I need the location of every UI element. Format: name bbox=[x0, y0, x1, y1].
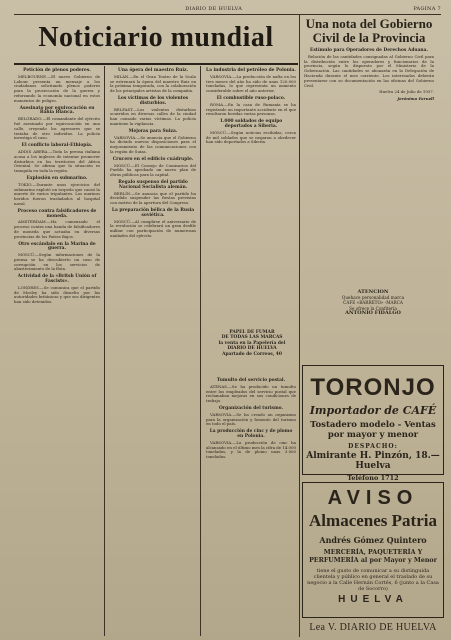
sidebar-column bbox=[304, 17, 434, 287]
ad-tagline: Importador de CAFÉ bbox=[309, 404, 437, 417]
article bbox=[110, 130, 196, 155]
article bbox=[110, 181, 196, 206]
ad-office-label: DESPACHO: bbox=[348, 443, 398, 450]
article bbox=[206, 69, 296, 94]
section-title: Noticiario mundial bbox=[38, 22, 274, 53]
article-headline: Organización del turismo. bbox=[218, 405, 283, 411]
ad-owner-name: Andrés Gómez Quintero bbox=[319, 535, 427, 545]
ad-city: HUELVA bbox=[338, 594, 408, 605]
footer-slogan: Lea V. DIARIO DE HUELVA bbox=[309, 622, 437, 633]
article-headline: La producción de cinc y de plomo en Polonia. bbox=[209, 429, 293, 439]
article-headline: Explosión en submarino. bbox=[26, 175, 88, 181]
article-body: BELFAST.—Los violentos disturbios ocurridos en diversas calles de la ciudad han causado varias víctimas. La policía mantiene la vigilancia. bbox=[110, 106, 196, 126]
paper-notice-box bbox=[208, 330, 296, 370]
article-body: VARSOVIA.—La producción de cinc ha alcanzado en el último mes la cifra de 14.000 toneladas, y la de plomo unas 3.000 toneladas. bbox=[206, 439, 296, 460]
article bbox=[206, 407, 296, 427]
article-headline: Crucero en el edificio cuádruple. bbox=[112, 156, 194, 162]
article-headline: Mejoras para Suiza. bbox=[128, 128, 178, 134]
article-headline: Asesinato por equivocación en Bahia Blanca. bbox=[19, 105, 95, 116]
ad-goods: MERCERÍA, PAQUETERÍA Y PERFUMERÍA al por Mayor y Menor bbox=[309, 549, 437, 564]
article-body: MOSCÚ.—Según informaciones de la prensa se ha descubierto un caso de corrupción en los servicios de abastecimiento de la flota. bbox=[14, 252, 100, 272]
small-advertisement bbox=[302, 290, 444, 360]
ad-address: Almirante H. Pinzón, 18.—Huelva bbox=[306, 451, 440, 471]
ad-store-name: Almacenes Patria bbox=[309, 511, 437, 530]
article bbox=[14, 69, 100, 104]
article bbox=[14, 275, 100, 305]
ad-products: Tostadero modelo - Ventas por mayor y menor bbox=[310, 420, 436, 440]
article-headline: Tumulto del servicio postal. bbox=[216, 378, 286, 383]
article-headline: 1.000 soldados de equipo deportados a Siberia. bbox=[219, 119, 283, 129]
section-masthead bbox=[14, 15, 298, 65]
header-newspaper-name: DIARIO DE HUELVA bbox=[185, 6, 243, 12]
article-body: LONDRES.—Se comunica que el partido de Mosley ha sido disuelto por las autoridades británicas y que sus dirigentes han sido detenidos. bbox=[14, 284, 100, 305]
sidebar-date: Huelva 24 de Julio de 1937. bbox=[379, 89, 434, 95]
article bbox=[14, 144, 100, 174]
small-ad-line: Se ofrece la Confitería bbox=[349, 305, 397, 311]
sidebar-signature: Jerónimo Farnell bbox=[397, 96, 434, 102]
small-ad-line: Quehace personalidad marca bbox=[341, 295, 405, 301]
article bbox=[110, 69, 196, 94]
article-body: BELGRADO.—El comandante del ejército fué asesinado por equivocación en una calle, creyendo los agresores que se trataba de otro individuo. La policía investiga el caso. bbox=[14, 116, 100, 141]
article-body: MILÁN.—En el Gran Teatro de la Scala se estrenará la ópera del maestro Ruiz en la próxima temporada, con la colaboración de los principales artistas de la compañía. bbox=[110, 73, 196, 94]
ad-brand-name: TORONJO bbox=[310, 374, 436, 401]
article-headline: Otro escándalo en la Marina de guerra. bbox=[18, 241, 96, 252]
column-divider bbox=[104, 66, 105, 636]
article bbox=[110, 97, 196, 127]
article-headline: Proceso contra falsificadores de moneda. bbox=[17, 208, 97, 219]
header-page-number: PAGINA 7 bbox=[413, 6, 441, 12]
column-3 bbox=[206, 66, 296, 366]
article-headline: El conflicto laboral-Ethiopía. bbox=[21, 143, 93, 149]
article bbox=[206, 97, 296, 117]
article-body: ADDIS ABEBA.—Toda la prensa italiana acusa a los ingleses de intentar promover disturbios en los territorios del Africa Oriental. Se afirma que la situación es tranquila en toda la región. bbox=[14, 148, 100, 174]
article bbox=[206, 379, 296, 404]
article-headline: El combustible ruso-polaco. bbox=[216, 95, 286, 101]
notice-line: Apartado de Correos, 40 bbox=[222, 351, 282, 357]
small-ad-heading: ATENCION bbox=[357, 289, 389, 295]
article-body: VARSOVIA.—La producción de nafta en los tres meses del año ha sido de unas 120.000 toneladas, lo que representa un aumento considerable sobre el año anterior. bbox=[206, 73, 296, 94]
notice-line: DE TODAS LAS MARCAS bbox=[221, 335, 283, 341]
column-2 bbox=[110, 66, 196, 636]
article bbox=[14, 107, 100, 142]
article-body: MOSCÚ.—El Consejo de Comisarios del Pueblo ha aprobado un nuevo plan de obras públicas para la capital. bbox=[110, 162, 196, 178]
small-ad-line: CAFE «BARRETO» -MARCA bbox=[343, 300, 403, 306]
article-headline: Petición de plenos poderes. bbox=[23, 68, 91, 73]
article-body: AMSTERDAM.—Ha comenzado el proceso contra una banda de falsificadores de moneda que actuaba en diversas provincias de los Países Bajos. bbox=[14, 219, 100, 239]
article-headline: La preparación bélica de la Rusia soviética. bbox=[111, 207, 195, 218]
article bbox=[14, 177, 100, 207]
article-headline: Los víctimas de los violentos disturbios. bbox=[117, 95, 189, 106]
article-headline: Actividad de la «Britsh Unión of Fascists». bbox=[17, 274, 97, 285]
toronjo-advertisement bbox=[302, 365, 444, 482]
sidebar-title: Una nota del Gobierno Civil de la Provincia bbox=[305, 17, 433, 45]
article-body: TOKIO.—Durante unos ejercicios del submarino explotó un torpedo que causó la muerte de varios tripulantes. Los marinos heridos fueron trasladados al hospital naval. bbox=[14, 181, 100, 206]
page-header bbox=[14, 4, 441, 15]
column-3-lower bbox=[206, 376, 296, 636]
notice-line: la venta en la Papelería del bbox=[218, 340, 286, 346]
article-body: MOSCÚ.—Según noticias recibidas, cerca de mil soldados que se negaron a obedecer han sido deportados a Siberia. bbox=[206, 129, 296, 145]
article-body: ATENAS.—Se ha producido un tumulto entre los empleados del servicio postal que reclamaban mejoras en sus condiciones de trabajo. bbox=[206, 383, 296, 404]
article-headline: La industria del petróleo de Polonia. bbox=[206, 68, 296, 73]
notice-line: DIARIO DE HUELVA bbox=[227, 346, 277, 352]
sidebar-headline: Estímulo para Operadores de Derechos Aduana. bbox=[309, 48, 428, 53]
ad-phone: Teléfono 1712 bbox=[347, 474, 399, 482]
column-1 bbox=[14, 66, 100, 636]
article bbox=[110, 158, 196, 178]
article-headline: Regalo suspenso del partido Nacional Socialista alemán. bbox=[118, 179, 188, 190]
article-body: ROMA.—En la casa de Rumanía se ha registrado un importante accidente en el que resultaron heridas varias personas. bbox=[206, 101, 296, 117]
article-body: VARSOVIA.—Se anuncia que el Gobierno ha dictado nuevas disposiciones para el mejoramiento de las comunicaciones con la región de Suiza. bbox=[110, 134, 196, 154]
small-ad-line: ANTONIO FIDALGO bbox=[345, 309, 401, 316]
article bbox=[206, 430, 296, 460]
article bbox=[110, 209, 196, 239]
article-headline: Una ópera del maestro Ruiz. bbox=[117, 68, 189, 73]
sidebar-body: Relación de las cantidades consignadas al Gobierno Civil para la distribución entre los operadores y funcionarios de la provincia, según lo dispuesto por el Ministerio de la Gobernación. Las cantidades se abonarán en la Delegación de Hacienda durante el mes corriente. Los interesados deberán presentarse con su documentación en las oficinas del Gobierno Civil. bbox=[304, 53, 434, 88]
article-body: MELBOURNE.—El nuevo Gobierno de Labour presenta un mensaje a los ciudadanos solicitando plenos poderes para la prosecución de la guerra y reforzando la economía nacional en estos momentos de peligro. bbox=[14, 73, 100, 103]
article-body: VARSOVIA.—Se ha creado un organismo para la organización y fomento del turismo en todo el país. bbox=[206, 411, 296, 427]
notice-line: PAPEL DE FUMAR bbox=[229, 330, 275, 335]
column-divider bbox=[200, 66, 201, 636]
article-body: MOSCÚ.—Al cumplirse el aniversario de la revolución se celebrará un gran desfile militar con participación de numerosas unidades del ejército. bbox=[110, 218, 196, 238]
article bbox=[14, 210, 100, 240]
article bbox=[14, 243, 100, 273]
column-divider bbox=[299, 15, 300, 637]
almacenes-patria-advertisement bbox=[302, 482, 444, 618]
article-body: BERLÍN.—Se anuncia que el partido ha decidido suspender las fiestas previstas con motivo de la apertura del Congreso. bbox=[110, 190, 196, 206]
ad-body-text: tiene el gusto de comunicar a su distinguida clientela y público en general el traslado de su negocio a la Calle Hernán Cortés, 6 (junto a la Casa de Socorro) bbox=[307, 568, 439, 592]
ad-aviso-heading: AVISO bbox=[327, 487, 419, 509]
article bbox=[206, 120, 296, 145]
